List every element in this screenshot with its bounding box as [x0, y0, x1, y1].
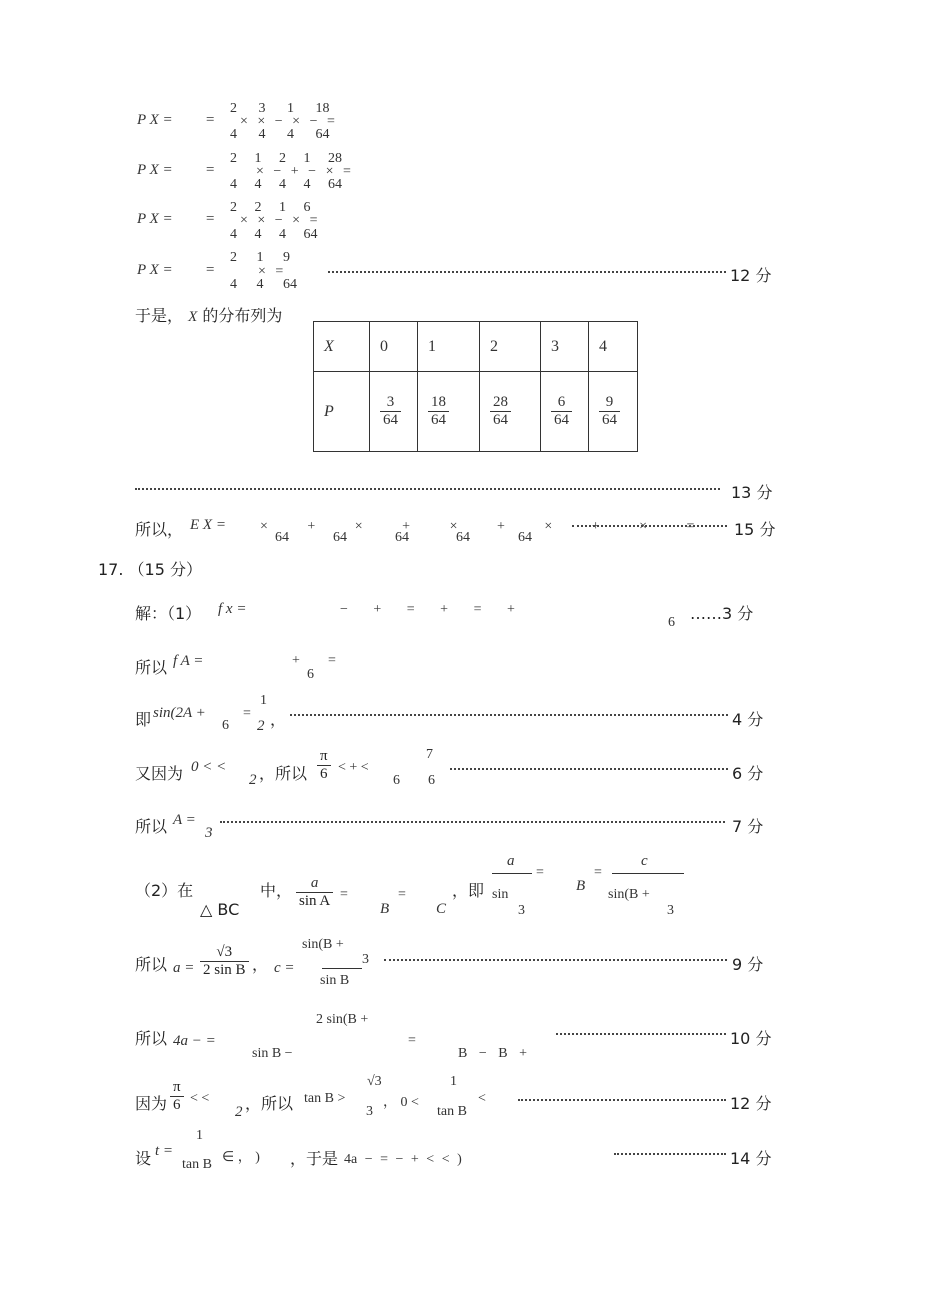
- law-eq-4: =: [594, 865, 602, 880]
- law-sinB-pi3: sin(B +: [608, 887, 650, 902]
- law-three-2: 3: [667, 903, 674, 918]
- tan-one: 1: [450, 1074, 457, 1089]
- a-expr: a =: [173, 960, 195, 976]
- range-six-a: 6: [393, 773, 400, 788]
- tan-range: ， 0 <: [383, 1095, 419, 1110]
- ex-den-4: 64: [456, 530, 470, 545]
- px-line-4-eq: =: [205, 262, 216, 278]
- leader-dots: [518, 1099, 726, 1101]
- table-header-cell: 0: [370, 322, 418, 372]
- law-sines-a: [296, 875, 333, 910]
- pi-symbol: π: [170, 1079, 184, 1097]
- tan-tanB: tan B: [437, 1104, 467, 1119]
- t-final: 4a − = − + < < ): [344, 1152, 462, 1167]
- sin-half-den: 2: [257, 718, 265, 734]
- sin-half-num: 1: [260, 693, 267, 708]
- four-a: 4a − =: [173, 1033, 216, 1049]
- two-sinB-den: 2 sin B: [203, 962, 246, 978]
- fraction-bar: [612, 873, 684, 874]
- law-three: 3: [518, 903, 525, 918]
- tan-two: 2: [235, 1104, 243, 1120]
- t-mid: ，于是: [290, 1149, 339, 1168]
- four-a-eq: =: [408, 1033, 416, 1048]
- px-line-4-bottom: 4 4 64: [230, 277, 297, 292]
- law-B-2: B: [576, 878, 586, 894]
- sin-eq: =: [243, 706, 251, 721]
- four-a-tail: sin B −: [252, 1046, 293, 1061]
- law-sin-pi3: sin: [492, 887, 509, 902]
- px-line-1-top: 2 3 1 18: [230, 101, 330, 116]
- line-t-prefix: 设: [135, 1149, 152, 1168]
- law-sinA: sin A: [299, 893, 331, 909]
- line-sin-prefix: 即: [135, 710, 152, 729]
- distribution-table: [313, 321, 638, 452]
- score-10: 10 分: [730, 1029, 772, 1048]
- t-eq: t =: [155, 1143, 174, 1159]
- sin-expr: sin(2A +: [153, 705, 206, 721]
- px-line-2-top: 2 1 2 1 28: [230, 151, 342, 166]
- range-pi-six: [317, 748, 331, 783]
- c-den: sin B: [320, 973, 350, 988]
- table-cell: [418, 372, 480, 452]
- t-tanB: tan B: [182, 1157, 212, 1172]
- table-prob-row: [314, 372, 638, 452]
- px-line-1-eq: =: [205, 112, 216, 128]
- px-line-2-eq: =: [205, 162, 216, 178]
- ex-expr: E X =: [190, 517, 226, 533]
- a-eq: A =: [173, 812, 196, 828]
- sin-comma: ，: [270, 710, 287, 729]
- tan-lt: <: [478, 1091, 486, 1106]
- score-4: 4 分: [732, 710, 764, 729]
- sol-prefix: 解：（1）: [135, 604, 202, 623]
- prob-denominator: 64: [493, 412, 508, 428]
- tan-mid: ，所以: [245, 1094, 294, 1113]
- law-eq-2: =: [398, 887, 406, 902]
- law-C: C: [436, 901, 447, 917]
- part2-ji: ，即: [452, 881, 485, 900]
- c-expr: c =: [274, 960, 295, 976]
- pi-symbol: π: [317, 748, 331, 766]
- six-den: 6: [173, 1097, 181, 1113]
- q17-title: 17. （15 分）: [98, 560, 202, 579]
- part2-prefix: （2）在: [135, 881, 194, 900]
- score-12-a: 12 分: [730, 266, 772, 285]
- table-row-label: P: [314, 372, 370, 452]
- prob-denominator: 64: [383, 412, 398, 428]
- ex-prefix: 所以，: [135, 520, 184, 539]
- line-4a-prefix: 所以: [135, 1029, 168, 1048]
- line-fa-prefix: 所以: [135, 658, 168, 677]
- fa-eq: =: [328, 653, 336, 668]
- leader-dots: [572, 525, 727, 527]
- table-header-cell: 1: [418, 322, 480, 372]
- law-eq-1: =: [340, 887, 348, 902]
- leader-dots: [328, 271, 726, 273]
- prob-denominator: 64: [602, 412, 617, 428]
- leader-dots: [135, 488, 720, 490]
- ex-ops: × + × + × + × + × =: [260, 519, 695, 534]
- table-header-row: [314, 322, 638, 372]
- law-c: c: [641, 853, 648, 869]
- px-line-2-ops: × − + − × =: [256, 164, 351, 179]
- law-eq-3: =: [536, 865, 544, 880]
- px-line-3-ops: × × − × =: [240, 213, 318, 228]
- t-one: 1: [196, 1128, 203, 1143]
- law-B: B: [380, 901, 390, 917]
- tanB-gt: tan B >: [304, 1091, 346, 1106]
- tan-pi-six: [170, 1079, 184, 1114]
- sqrt3-num: √3: [200, 944, 249, 962]
- fa-six: 6: [307, 667, 314, 682]
- four-a-end: B − B +: [458, 1046, 527, 1061]
- line-range-prefix: 又因为: [135, 764, 184, 783]
- a-frac: [200, 944, 249, 979]
- triangle-label: △ BC: [200, 900, 240, 919]
- table-cell: [480, 372, 541, 452]
- law-a: a: [296, 875, 333, 893]
- range-seven: 7: [426, 747, 433, 762]
- leader-dots: [290, 714, 728, 716]
- fraction-bar: [492, 873, 532, 874]
- line-a-prefix: 所以: [135, 817, 168, 836]
- fx-ops: − + = + = +: [340, 602, 515, 617]
- six-den: 6: [320, 766, 328, 782]
- score-3: ……3 分: [690, 604, 754, 623]
- px-line-3-top: 2 2 1 6: [230, 200, 311, 215]
- score-12-b: 12 分: [730, 1094, 772, 1113]
- score-14: 14 分: [730, 1149, 772, 1168]
- range-tail: < + <: [338, 760, 369, 775]
- prob-numerator: 28: [490, 394, 511, 412]
- table-header-cell: 2: [480, 322, 541, 372]
- score-15: 15 分: [734, 520, 776, 539]
- dist-intro: [135, 303, 282, 326]
- px-line-3-eq: =: [205, 211, 216, 227]
- fx-six: 6: [668, 615, 675, 630]
- two-sin: 2 sin(B +: [316, 1012, 369, 1027]
- dist-intro-prefix: 于是，: [135, 306, 184, 325]
- dist-intro-tail: 的分布列为: [202, 306, 283, 325]
- prob-numerator: 9: [599, 394, 620, 412]
- fa-ops: +: [292, 653, 300, 668]
- range-ineq: 0 < <: [191, 759, 227, 775]
- score-7: 7 分: [732, 817, 764, 836]
- line-tan-prefix: 因为: [135, 1094, 168, 1113]
- tan-sqrt3: √3: [367, 1074, 382, 1089]
- leader-dots: [384, 959, 727, 961]
- prob-denominator: 64: [431, 412, 446, 428]
- px-line-4-ops: × =: [258, 264, 284, 279]
- table-header-cell: 3: [541, 322, 589, 372]
- prob-denominator: 64: [554, 412, 569, 428]
- score-13: 13 分: [731, 483, 773, 502]
- prob-numerator: 3: [380, 394, 401, 412]
- range-mid: ，所以: [259, 764, 308, 783]
- part2-mid: 中，: [260, 881, 293, 900]
- leader-dots: [220, 821, 725, 823]
- t-in: ∈ ， ): [222, 1150, 260, 1165]
- fraction-bar: [322, 968, 362, 969]
- ac-comma: ，: [252, 955, 269, 974]
- prob-numerator: 6: [551, 394, 572, 412]
- table-cell: [370, 372, 418, 452]
- px-line-3-lhs: P X =: [137, 211, 173, 227]
- ex-den-1: 64: [275, 530, 289, 545]
- px-line-1-ops: × × − × − =: [240, 114, 335, 129]
- px-line-3-bottom: 4 4 4 64: [230, 227, 318, 242]
- range-two: 2: [249, 772, 257, 788]
- table-header-cell: 4: [589, 322, 638, 372]
- tan-three: 3: [366, 1104, 373, 1119]
- ex-den-5: 64: [518, 530, 532, 545]
- line-ac-prefix: 所以: [135, 955, 168, 974]
- leader-dots: [556, 1033, 726, 1035]
- sin-six: 6: [222, 718, 229, 733]
- dist-var: X: [188, 309, 198, 325]
- px-line-1-lhs: P X =: [137, 112, 173, 128]
- leader-dots: [614, 1153, 726, 1155]
- fa: f A =: [173, 653, 204, 669]
- law-a-2: a: [507, 853, 515, 869]
- table-header-cell: X: [314, 322, 370, 372]
- px-line-2-lhs: P X =: [137, 162, 173, 178]
- c-three: 3: [362, 952, 369, 967]
- range-six-b: 6: [428, 773, 435, 788]
- px-line-4-top: 2 1 9: [230, 250, 290, 265]
- score-9: 9 分: [732, 955, 764, 974]
- table-cell: [541, 372, 589, 452]
- fx: f x =: [218, 601, 247, 617]
- leader-dots: [450, 768, 728, 770]
- ex-den-3: 64: [395, 530, 409, 545]
- px-line-1-bottom: 4 4 4 64: [230, 127, 330, 142]
- score-6: 6 分: [732, 764, 764, 783]
- table-cell: [589, 372, 638, 452]
- c-num: sin(B +: [302, 937, 344, 952]
- px-line-4-lhs: P X =: [137, 262, 173, 278]
- px-line-2-bottom: 4 4 4 4 64: [230, 177, 342, 192]
- prob-numerator: 18: [428, 394, 449, 412]
- a-three: 3: [205, 825, 213, 841]
- tan-ineq: < <: [190, 1091, 210, 1106]
- ex-den-2: 64: [333, 530, 347, 545]
